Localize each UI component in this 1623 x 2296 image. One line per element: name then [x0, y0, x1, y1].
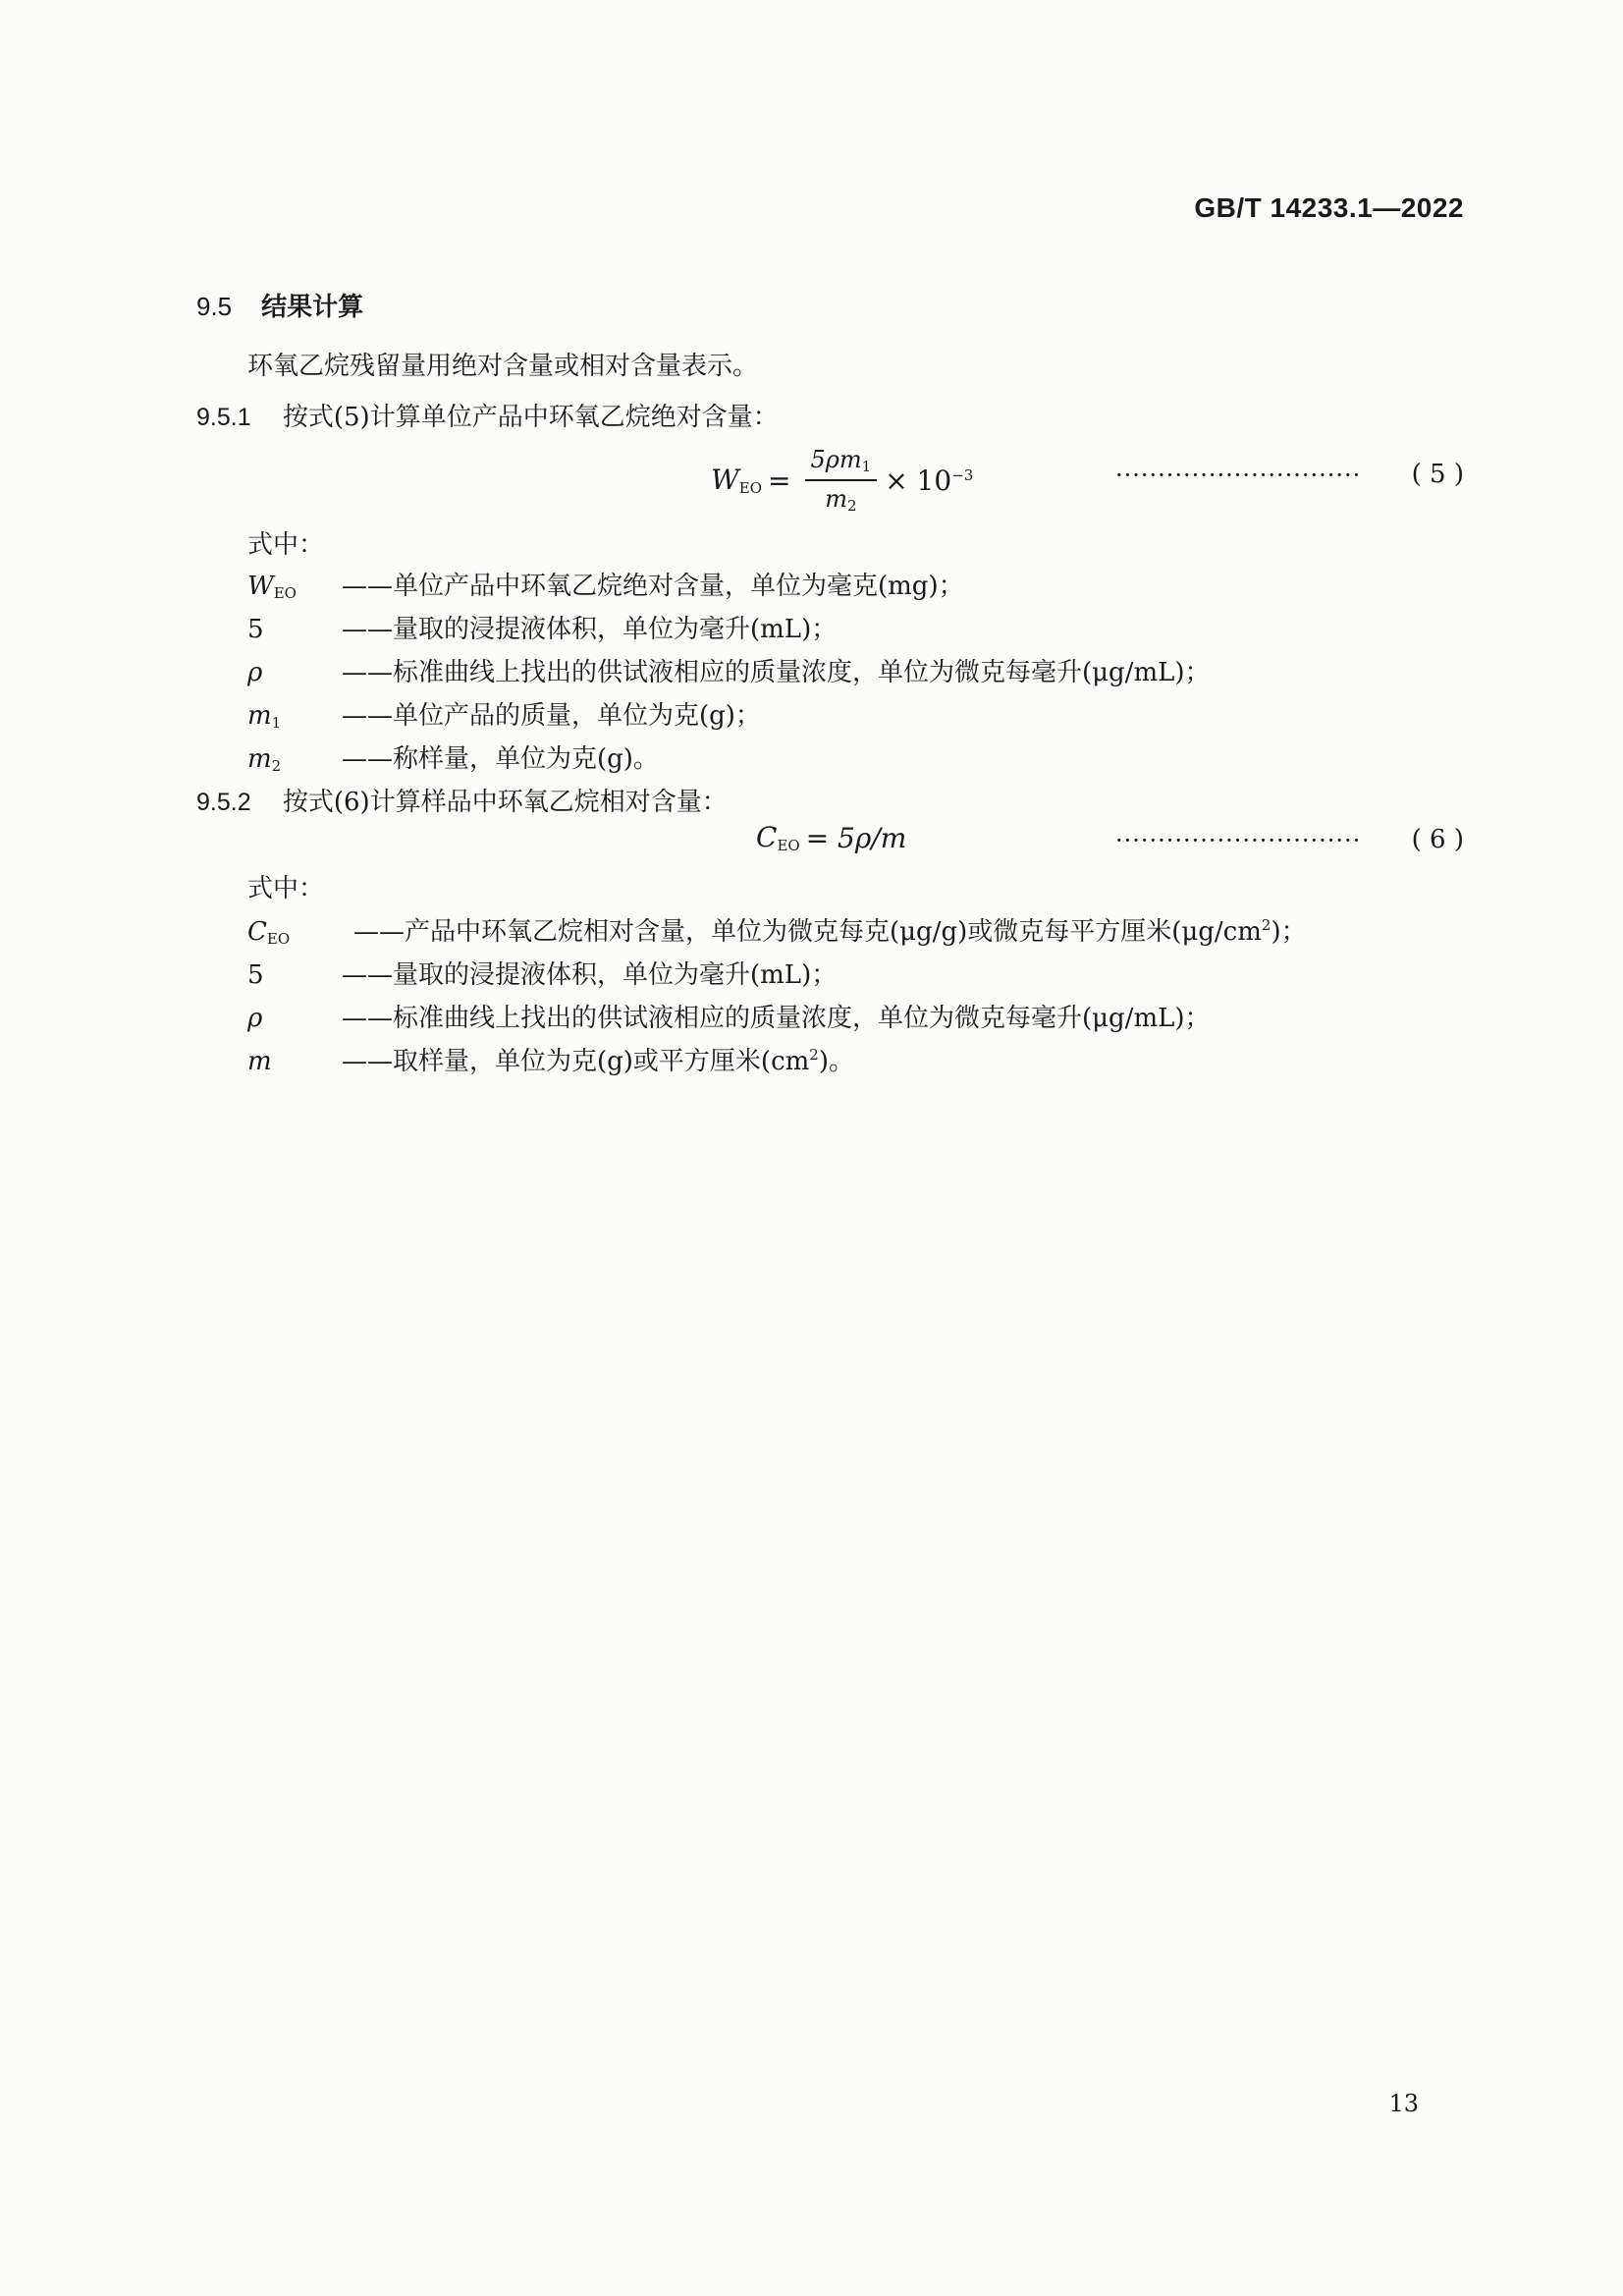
section-title: 结果计算: [261, 292, 364, 321]
definition-text: ——称样量，单位为克(g)。: [342, 744, 659, 774]
formula-multiplier: × $10^{-3}$: [885, 464, 974, 497]
fraction: [805, 446, 878, 515]
formula-5: [711, 446, 973, 515]
formula-rhs: = 5ρ/m: [805, 821, 907, 854]
definition-text: ——标准曲线上找出的供试液相应的质量浓度，单位为微克每毫升(μg/mL)；: [342, 658, 1211, 687]
equals-sign: =: [768, 464, 791, 497]
formula-lhs: $W_{EO}$: [711, 464, 763, 497]
section-heading: [196, 287, 363, 323]
definition-text: ——取样量，单位为克(g)或平方厘米$(cm^2)$。: [342, 1046, 854, 1076]
subsection-number: 9.5.2: [196, 789, 251, 816]
formula-5-leader: ·····························: [1115, 462, 1362, 489]
definition-row: [247, 609, 837, 645]
definition-symbol: m: [247, 1047, 272, 1076]
subsection-number: 9.5.1: [196, 404, 251, 431]
definition-text: ——产品中环氧乙烷相对含量，单位为微克每克(μg/g)或微克每平方厘米$(\mu g/cm^2)$；: [353, 916, 1307, 947]
fraction-numerator: $5\rho m_1$: [805, 446, 878, 481]
definition-symbol: ρ: [247, 1004, 263, 1033]
definition-symbol: $C_{EO}$: [247, 917, 291, 948]
definition-row: [247, 955, 837, 991]
subsection-text: 按式(6)计算样品中环氧乙烷相对含量：: [282, 788, 728, 817]
definition-text: ——单位产品的质量，单位为克(g)；: [342, 701, 761, 731]
subsection-9-5-2: [196, 782, 728, 818]
definition-symbol: $m_2$: [247, 744, 282, 775]
definition-symbol: $m_1$: [247, 701, 282, 732]
definition-text: ——量取的浸提液体积，单位为毫升(mL)；: [342, 960, 838, 990]
definition-symbol: $W_{EO}$: [247, 572, 297, 602]
definition-text: ——量取的浸提液体积，单位为毫升(mL)；: [342, 615, 838, 644]
definition-symbol: 5: [247, 960, 264, 990]
section-number: 9.5: [196, 292, 233, 321]
formula-6-leader: ·····························: [1115, 827, 1362, 854]
fraction-denominator: $m_2$: [825, 485, 857, 515]
where-label-2: 式中：: [247, 874, 325, 903]
standard-code: GB/T 14233.1—2022: [1194, 192, 1464, 223]
formula-5-number: ( 5 ): [1411, 460, 1464, 489]
subsection-9-5-1: [196, 397, 779, 433]
definition-row: [247, 911, 1307, 948]
subsection-text: 按式(5)计算单位产品中环氧乙烷绝对含量：: [282, 403, 779, 432]
definition-symbol: 5: [247, 615, 264, 644]
definition-row: [247, 695, 761, 732]
intro-paragraph: 环氧乙烷残留量用绝对含量或相对含量表示。: [247, 352, 759, 381]
definition-text: ——标准曲线上找出的供试液相应的质量浓度，单位为微克每毫升(μg/mL)；: [342, 1004, 1211, 1033]
definition-row: [247, 738, 659, 775]
definition-row: [247, 998, 1211, 1034]
formula-6-number: ( 6 ): [1411, 825, 1464, 854]
definition-symbol: ρ: [247, 658, 263, 687]
formula-lhs: $C_{EO}$: [756, 821, 800, 854]
definition-text: ——单位产品中环氧乙烷绝对含量，单位为毫克(mg)；: [342, 572, 964, 601]
page-number: 13: [1388, 2090, 1419, 2117]
formula-6: [756, 821, 906, 854]
where-label-1: 式中：: [247, 530, 325, 560]
definition-row: [247, 566, 964, 602]
definition-row: [247, 1041, 854, 1077]
definition-row: [247, 652, 1211, 688]
